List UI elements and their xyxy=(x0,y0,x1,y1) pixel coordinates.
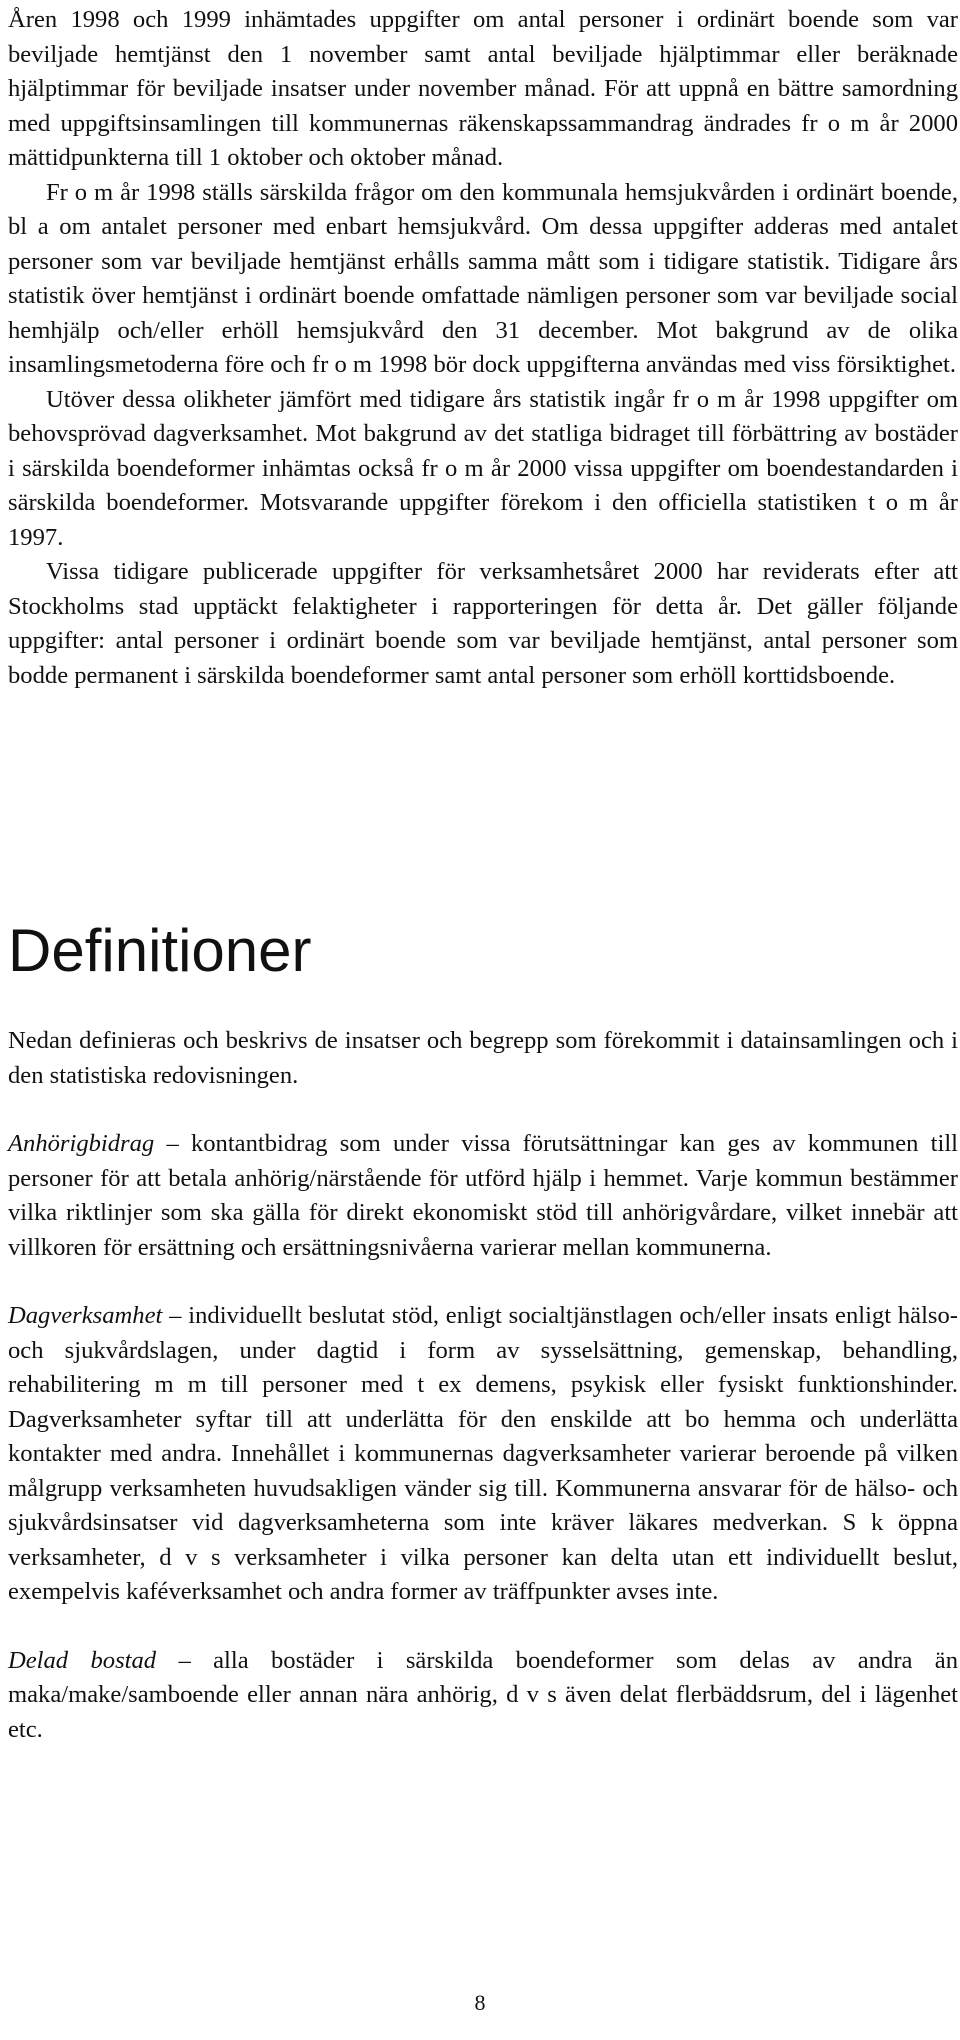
definition-item xyxy=(8,1299,958,1610)
definition-text: – kontantbidrag som under vissa förutsättningar kan ges av kommunen till personer för att betala anhörig/närstående för utförd hjälp i hemmet. Varje kommun bestämmer vilka riktlinjer som ska gälla för direkt ekonomiskt stöd till anhörigvårdare, vilket innebär att villkoren för ersättning och ersättningsnivåerna varierar mellan kommunerna. xyxy=(8,1130,958,1261)
definition-text: – individuellt beslutat stöd, enligt socialtjänstlagen och/eller insats enligt hälso- och sjukvårdslagen, under dagtid i form av sysselsättning, gemenskap, behandling, rehabilitering m m till personer med t ex demens, psykisk eller fysiskt funktionshinder. Dagverksamheter syftar till att underlätta för den enskilde att bo hemma och underlätta kontakter med andra. Innehållet i kommunernas dagverksamheter varierar beroende på vilken målgrupp verksamheten huvudsakligen vänder sig till. Kommunerna ansvarar för de hälso- och sjukvårdsinsatser vid dagverksamheterna som inte kräver läkares medverkan. S k öppna verksamheter, d v s verksamheter i vilka personer kan delta utan ett individuellt beslut, exempelvis kaféverksamhet och andra former av träffpunkter avses inte. xyxy=(8,1302,958,1605)
definition-term: Dagverksamhet xyxy=(8,1302,163,1329)
definitions-section xyxy=(8,1024,958,1781)
page-number: 8 xyxy=(474,1990,486,2015)
definition-item xyxy=(8,1127,958,1265)
paragraph: Vissa tidigare publicerade uppgifter för verksamhetsåret 2000 har reviderats efter att Stockholms stad upptäckt felaktigheter i rapporteringen för detta år. Det gäller följande uppgifter: antal personer i ordinärt boende som var beviljade hemtjänst, antal personer som bodde permanent i särskilda boendeformer samt antal personer som erhöll korttidsboende. xyxy=(8,558,958,689)
definition-item xyxy=(8,1644,958,1748)
section-heading: Definitioner xyxy=(8,917,312,984)
section-intro: Nedan definieras och beskrivs de insatser och begrepp som förekommit i datainsamlingen och i den statistiska redovisningen. xyxy=(8,1027,958,1089)
intro-text xyxy=(8,3,958,693)
definition-term: Delad bostad xyxy=(8,1646,157,1674)
paragraph: Fr o m år 1998 ställs särskilda frågor om den kommunala hemsjukvården i ordinärt boende, bl a om antalet personer med enbart hemsjukvård. Om dessa uppgifter adderas med antalet personer som var beviljade hemtjänst erhålls samma mått som i tidigare statistik. Tidigare års statistik över hemtjänst i ordinärt boende omfattade nämligen personer som var beviljade social hemhjälp och/eller erhöll hemsjukvård den 31 december. Mot bakgrund av de olika insamlingsmetoderna före och fr o m 1998 bör dock uppgifterna användas med viss försiktighet. xyxy=(8,178,958,378)
definition-term: Anhörigbidrag xyxy=(8,1130,155,1157)
paragraph: Åren 1998 och 1999 inhämtades uppgifter om antal personer i ordinärt boende som var beviljade hemtjänst den 1 november samt antal beviljade hjälptimmar eller beräknade hjälptimmar för beviljade insatser under november månad. För att uppnå en bättre samordning med uppgiftsinsamlingen till kommunernas räkenskapssammandrag ändrades fr o m år 2000 mättidpunkterna till 1 oktober och oktober månad. xyxy=(8,6,958,171)
definition-text: – alla bostäder i särskilda boendeformer som delas av andra än maka/make/samboende eller annan nära anhörig, d v s även delat flerbäddsrum, del i lägenhet etc. xyxy=(8,1646,959,1743)
paragraph: Utöver dessa olikheter jämfört med tidigare års statistik ingår fr o m år 1998 uppgifter om behovsprövad dagverksamhet. Mot bakgrund av det statliga bidraget till förbättring av bostäder i särskilda boendeformer inhämtas också fr o m år 2000 vissa uppgifter om boendestandarden i särskilda boendeformer. Motsvarande uppgifter förekom i den officiella statistiken t o m år 1997. xyxy=(8,385,958,551)
